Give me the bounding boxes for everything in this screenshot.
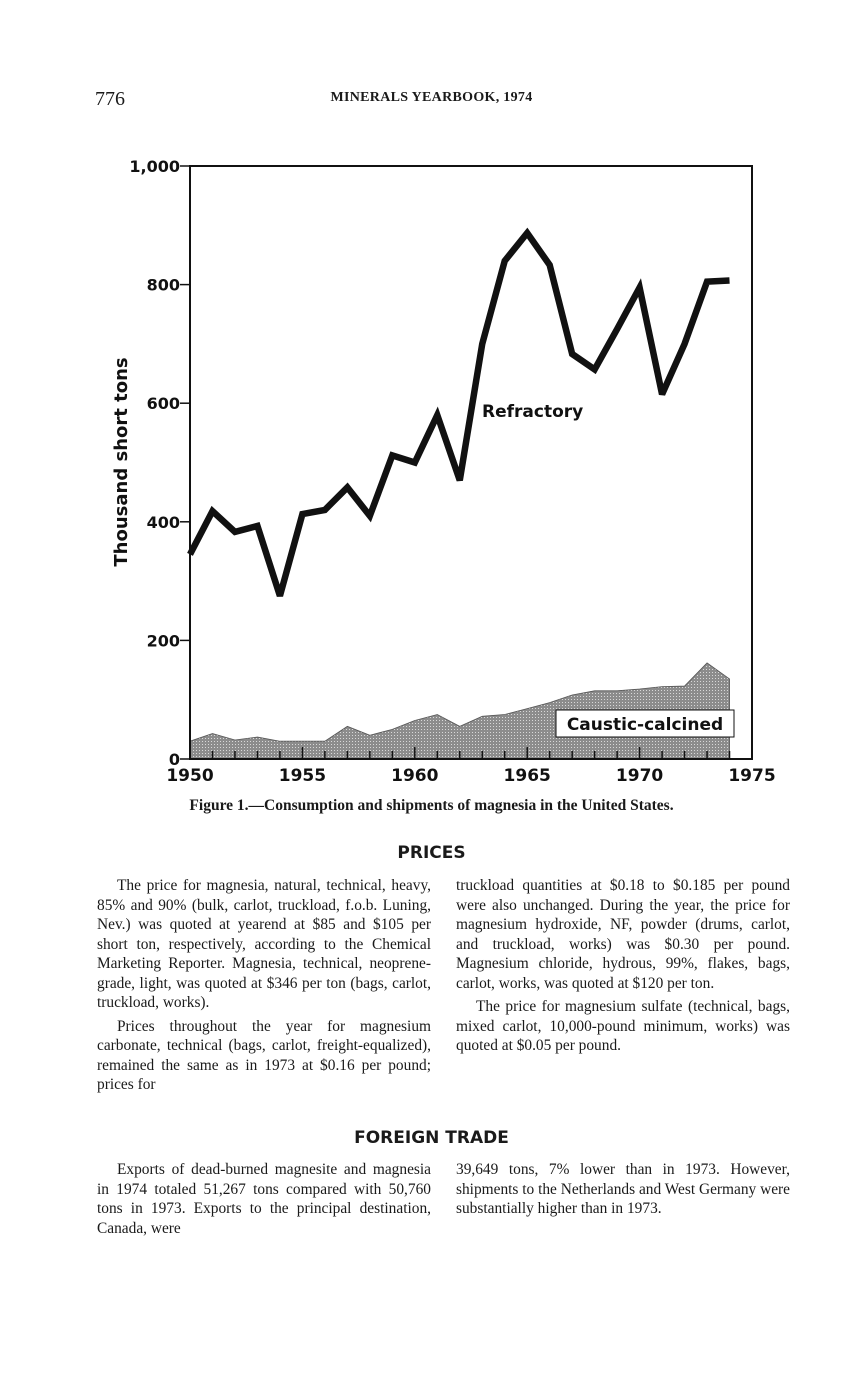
- y-tick-label: 800: [146, 275, 180, 295]
- paragraph: Prices throughout the year for magnesium carbonate, technical (bags, carlot, freight-equalized), remained the same as in 1973 at $0.16 per pound; prices for: [97, 1017, 431, 1093]
- paragraph: The price for magnesium sulfate (technical, bags, mixed carlot, 10,000-pound minimum, works) was quoted at $0.05 per pound.: [456, 998, 790, 1054]
- prices-right-column: [456, 876, 790, 1056]
- x-tick-label: 1965: [503, 766, 551, 786]
- page-number: 776: [95, 88, 125, 110]
- prices-left-column: [97, 876, 431, 1095]
- y-tick-label: 600: [146, 394, 180, 414]
- paragraph: Exports of dead-burned magnesite and magnesia in 1974 totaled 51,267 tons compared with 50,760 tons in 1973. Exports to the principal destination, Canada, were: [97, 1161, 431, 1237]
- series-label-caustic-calcined: Caustic-calcined: [566, 715, 724, 735]
- magnesia-chart: [100, 150, 800, 790]
- foreign-trade-left-column: [97, 1160, 431, 1238]
- foreign-trade-right-column: [456, 1160, 790, 1219]
- paragraph: truckload quantities at $0.18 to $0.185 per pound were also unchanged. During the year, the price for magnesium hydroxide, NF, powder (drums, carlot, and truckload, works) was $0.30 per pound. Magnesium chloride, hydrous, 99%, flakes, bags, carlot, works, was quoted at $120 per ton.: [456, 877, 790, 992]
- y-tick-label: 400: [146, 512, 180, 532]
- series-label-refractory: Refractory: [482, 402, 584, 422]
- figure-caption: Figure 1.—Consumption and shipments of magnesia in the United States.: [189, 797, 674, 814]
- x-tick-label: 1955: [278, 766, 327, 786]
- paragraph: 39,649 tons, 7% lower than in 1973. However, shipments to the Netherlands and West Germany were substantially higher than in 1973.: [456, 1161, 790, 1217]
- x-tick-label: 1950: [166, 766, 214, 786]
- foreign-trade-heading: FOREIGN TRADE: [354, 1128, 509, 1148]
- y-tick-label: 0: [168, 750, 180, 769]
- y-tick-label: 200: [146, 631, 180, 651]
- plot-frame: [190, 166, 752, 759]
- refractory-line: [190, 233, 730, 596]
- running-title: MINERALS YEARBOOK, 1974: [330, 90, 533, 105]
- x-tick-label: 1975: [728, 766, 776, 786]
- prices-heading: PRICES: [397, 843, 466, 863]
- y-tick-label: 1,000: [129, 157, 180, 176]
- paragraph: The price for magnesia, natural, technical, heavy, 85% and 90% (bulk, carlot, truckload, f.o.b. Luning, Nev.) was quoted at yearend at $85 and $105 per short ton, respectively, according to the Chemical Marketing Reporter. Magnesia, technical, neoprene-grade, light, was quoted at $346 per ton (bags, carlot, truckload, works).: [97, 877, 431, 1011]
- y-axis-label: Thousand short tons: [111, 357, 132, 567]
- x-tick-label: 1960: [391, 766, 439, 786]
- x-tick-label: 1970: [615, 766, 664, 786]
